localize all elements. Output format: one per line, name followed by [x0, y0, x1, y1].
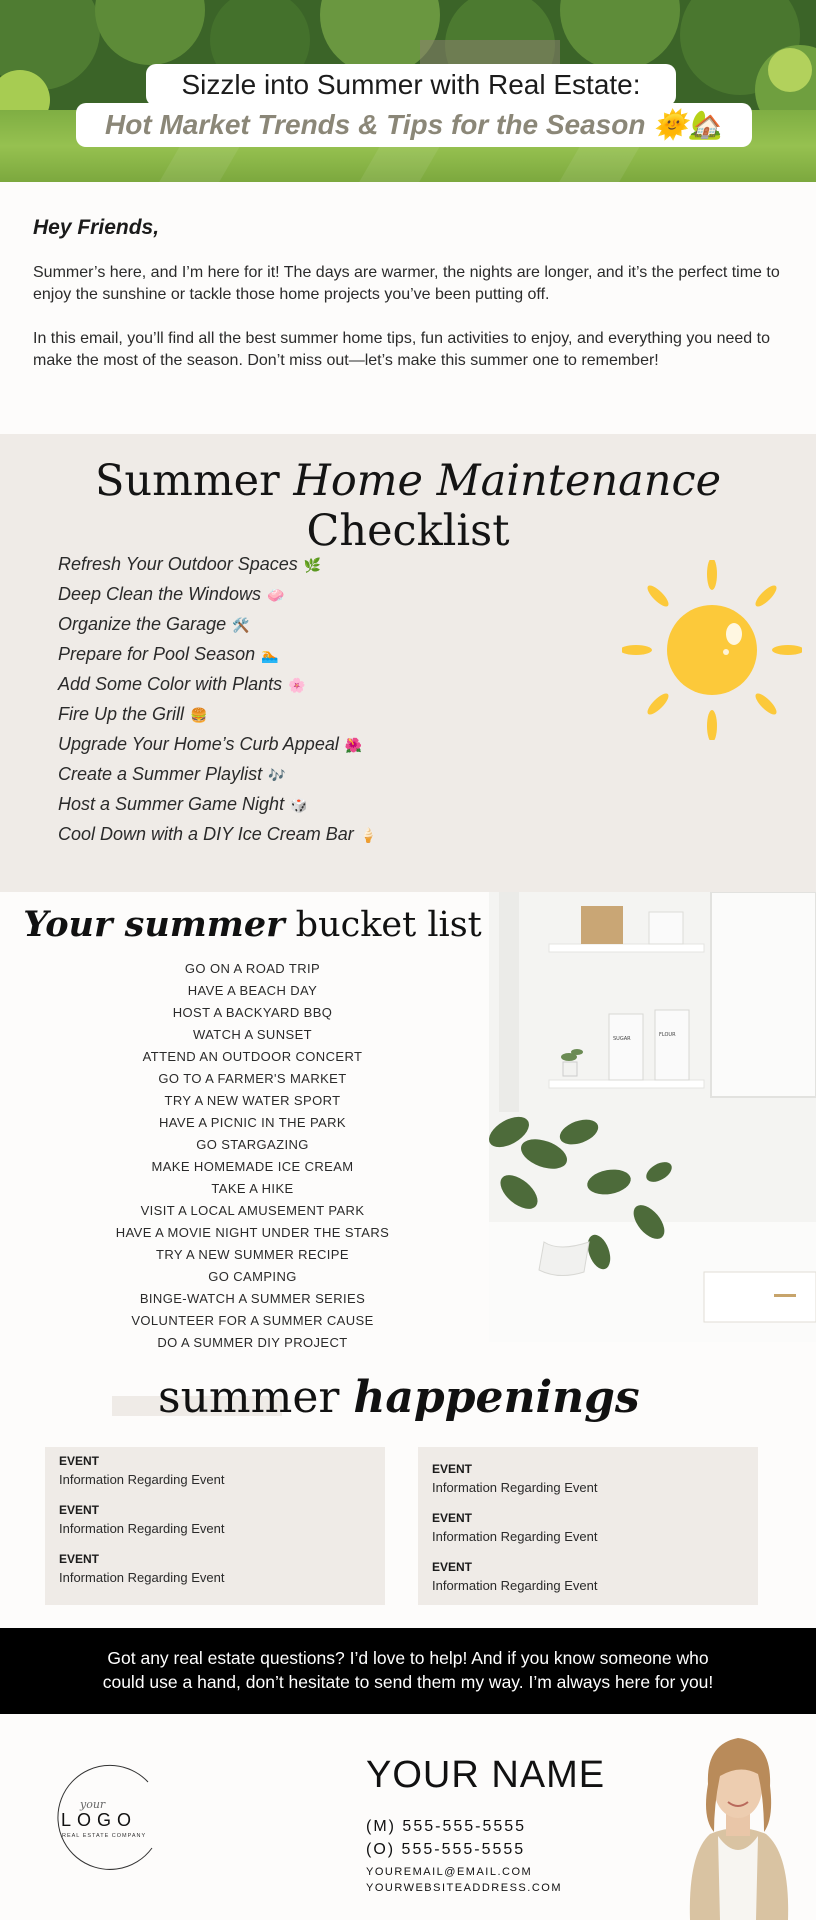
intro-section: [0, 182, 816, 434]
hibiscus-icon: 🌺: [344, 737, 363, 753]
bucket-list-title: Your summer bucket list: [23, 904, 482, 945]
bucket-item: TRY A NEW SUMMER RECIPE: [156, 1247, 349, 1262]
bucket-item: HAVE A PICNIC IN THE PARK: [159, 1115, 346, 1130]
checklist-items: [58, 550, 377, 850]
bucket-item: WATCH A SUNSET: [192, 1027, 312, 1042]
checklist-item: Upgrade Your Home’s Curb Appeal 🌺: [58, 734, 363, 754]
checklist-item: Add Some Color with Plants 🌸: [58, 674, 306, 694]
intro-paragraph-2: In this email, you’ll find all the best summer home tips, fun activities to enjoy, and everything you need to make the most of the season. Don’t miss out—let’s make this summer one to remember!: [33, 330, 770, 369]
checklist-item: Fire Up the Grill 🍔: [58, 704, 208, 724]
bucket-item: DO A SUMMER DIY PROJECT: [157, 1335, 348, 1350]
burger-icon: 🍔: [190, 707, 208, 723]
checklist-title: Summer Home Maintenance Checklist: [94, 456, 722, 556]
logo-wordmark: LOGO: [61, 1810, 138, 1830]
event-entry: [59, 1453, 371, 1489]
happenings-title-block: [112, 1372, 712, 1432]
email-link[interactable]: YOUREMAIL@EMAIL.COM: [366, 1866, 533, 1878]
hero-title-line1: Sizzle into Summer with Real Estate:: [146, 64, 676, 106]
bucket-item: MAKE HOMEMADE ICE CREAM: [151, 1159, 354, 1174]
checklist-item: Cool Down with a DIY Ice Cream Bar 🍦: [58, 824, 378, 844]
logo-subtitle: REAL ESTATE COMPANY: [62, 1833, 147, 1839]
music-notes-icon: 🎶: [268, 767, 286, 783]
event-info: Information Regarding Event: [59, 1472, 225, 1487]
checklist-item: Create a Summer Playlist 🎶: [58, 764, 286, 784]
bucket-item: GO CAMPING: [208, 1269, 297, 1284]
bucket-item: VISIT A LOCAL AMUSEMENT PARK: [140, 1203, 365, 1218]
dice-icon: 🎲: [290, 797, 308, 813]
bucket-item: GO TO A FARMER'S MARKET: [158, 1071, 347, 1086]
event-entry: [59, 1502, 371, 1538]
jar-label-flour: FLOUR: [659, 1032, 676, 1038]
cta-line-1: Got any real estate questions? I’d love to help! And if you know someone who: [107, 1648, 709, 1668]
bucket-item: TRY A NEW WATER SPORT: [164, 1093, 341, 1108]
checklist-item: Host a Summer Game Night 🎲: [58, 794, 308, 814]
office-phone[interactable]: (O) 555-555-5555: [366, 1841, 526, 1858]
checklist-item: Prepare for Pool Season 🏊: [58, 644, 279, 664]
event-info: Information Regarding Event: [432, 1529, 598, 1544]
jar-label-sugar: SUGAR: [613, 1036, 631, 1042]
checklist-item: Refresh Your Outdoor Spaces 🌿: [58, 554, 322, 574]
bucket-item: ATTEND AN OUTDOOR CONCERT: [142, 1049, 363, 1064]
checklist-item: Deep Clean the Windows 🧼: [58, 584, 285, 604]
event-info: Information Regarding Event: [432, 1578, 598, 1593]
bucket-item: GO STARGAZING: [196, 1137, 309, 1152]
ice-cream-icon: 🍦: [359, 827, 378, 843]
event-name: EVENT: [432, 1511, 473, 1525]
sun-icon: [622, 560, 802, 740]
greeting: Hey Friends,: [33, 216, 160, 239]
cta-line-2: could use a hand, don’t hesitate to send them my way. I’m always here for you!: [102, 1672, 714, 1692]
event-entry: [432, 1510, 744, 1546]
mobile-phone[interactable]: (M) 555-555-5555: [366, 1818, 527, 1835]
checklist-item: Organize the Garage 🛠️: [58, 614, 250, 634]
events-box-left: [45, 1447, 385, 1605]
event-info: Information Regarding Event: [59, 1570, 225, 1585]
tools-icon: 🛠️: [232, 617, 250, 633]
bucket-item: VOLUNTEER FOR A SUMMER CAUSE: [131, 1313, 374, 1328]
events-box-right: [418, 1447, 758, 1605]
contact-cta-bar: [0, 1628, 816, 1714]
agent-name: YOUR NAME: [366, 1754, 606, 1796]
event-info: Information Regarding Event: [432, 1480, 598, 1495]
event-name: EVENT: [432, 1462, 473, 1476]
event-entry: [432, 1461, 744, 1497]
event-name: EVENT: [59, 1503, 100, 1517]
company-logo: [48, 1762, 166, 1880]
event-info: Information Regarding Event: [59, 1521, 225, 1536]
bucket-item: HOST A BACKYARD BBQ: [172, 1005, 333, 1020]
event-entry: [432, 1559, 744, 1595]
event-entry: [59, 1551, 371, 1587]
event-name: EVENT: [432, 1560, 473, 1574]
website-link[interactable]: YOURWEBSITEADDRESS.COM: [366, 1882, 562, 1894]
kitchen-shelf-photo: [489, 892, 816, 1342]
logo-script-text: your: [80, 1798, 106, 1811]
happenings-title: summer happenings: [158, 1372, 640, 1423]
hero-title-line2: Hot Market Trends & Tips for the Season 🌞🏡: [76, 103, 752, 147]
bucket-item: HAVE A MOVIE NIGHT UNDER THE STARS: [115, 1225, 390, 1240]
bucket-list-items: [60, 958, 445, 1354]
soap-icon: 🧼: [266, 587, 285, 603]
intro-paragraph-1: Summer’s here, and I’m here for it! The days are warmer, the nights are longer, and it’s the perfect time to enjoy the sunshine or tackle those home projects you’ve been putting off.: [33, 264, 780, 303]
leaf-icon: 🌿: [303, 557, 322, 573]
swimmer-icon: 🏊: [261, 647, 279, 663]
hero-banner: [0, 0, 816, 182]
bucket-item: HAVE A BEACH DAY: [187, 983, 318, 998]
event-name: EVENT: [59, 1552, 100, 1566]
bucket-item: TAKE A HIKE: [211, 1181, 294, 1196]
agent-portrait: [660, 1714, 816, 1920]
event-name: EVENT: [59, 1454, 100, 1468]
footer-signature: [0, 1714, 816, 1920]
blossom-icon: 🌸: [288, 677, 306, 693]
bucket-item: BINGE-WATCH A SUMMER SERIES: [139, 1291, 366, 1306]
bucket-item: GO ON A ROAD TRIP: [184, 961, 321, 976]
